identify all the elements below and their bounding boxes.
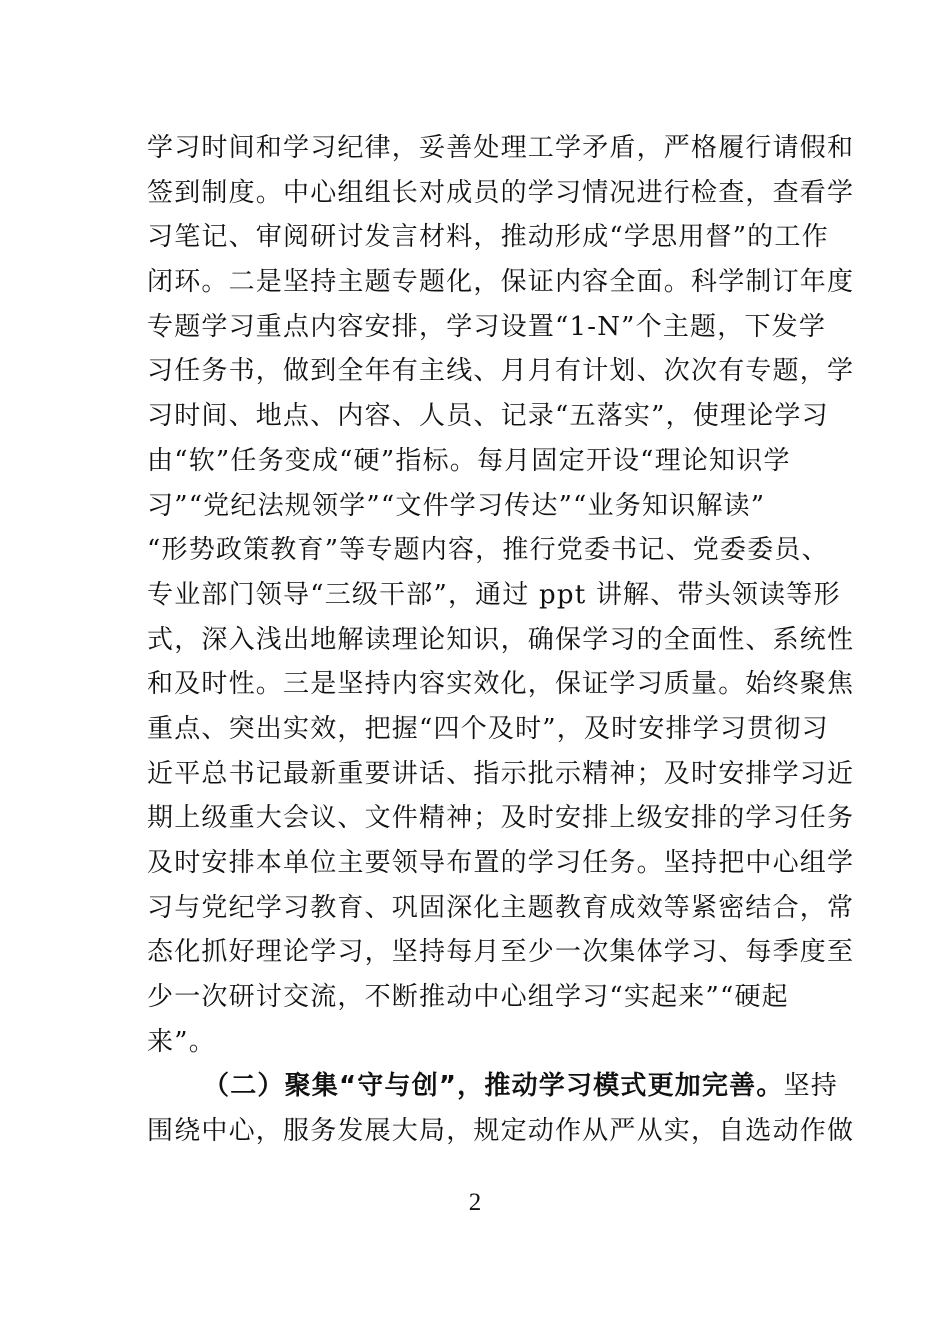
text-line: 习”“党纪法规领学”“文件学习传达”“业务知识解读” (147, 490, 766, 521)
text-line: 近平总书记最新重要讲话、指示批示精神；及时安排学习近 (147, 758, 855, 789)
text-line: 和及时性。三是坚持内容实效化，保证学习质量。始终聚焦 (147, 669, 855, 700)
section-heading-line (147, 1064, 838, 1109)
page-number: 2 (468, 1189, 482, 1216)
text-line: 式，深入浅出地解读理论知识，确保学习的全面性、系统性 (147, 624, 855, 655)
text-line: 闭环。二是坚持主题专题化，保证内容全面。科学制订年度 (147, 267, 855, 298)
text-line: “形势政策教育”等专题内容，推行党委书记、党委委员、 (147, 535, 829, 566)
text-line: 签到制度。中心组组长对成员的学习情况进行检查，查看学 (147, 177, 855, 208)
text-line: 专业部门领导“三级干部”，通过 ppt 讲解、带头领读等形 (147, 579, 841, 610)
text-line: 习笔记、审阅研讨发言材料，推动形成“学思用督”的工作 (147, 222, 829, 253)
text-line: 来”。 (147, 1026, 216, 1057)
text-line: 习任务书，做到全年有主线、月月有计划、次次有专题，学 (147, 356, 855, 387)
text-line: 学习时间和学习纪律，妥善处理工学矛盾，严格履行请假和 (147, 133, 855, 163)
body-text (147, 126, 855, 1154)
text-line: 习时间、地点、内容、人员、记录“五落实”，使理论学习 (147, 401, 829, 432)
text-line: 习与党纪学习教育、巩固深化主题教育成效等紧密结合，常 (147, 892, 855, 923)
text-line: 及时安排本单位主要领导布置的学习任务。坚持把中心组学 (147, 848, 855, 878)
text-line: 围绕中心，服务发展大局，规定动作从严从实，自选动作做 (147, 1116, 855, 1147)
text-line: 重点、突出实效，把握“四个及时”，及时安排学习贯彻习 (147, 713, 829, 744)
text-line: 期上级重大会议、文件精神；及时安排上级安排的学习任务 (147, 803, 855, 834)
section-heading: （二）聚集“守与创”，推动学习模式更加完善。 (203, 1071, 784, 1102)
text-line: 态化抓好理论学习，坚持每月至少一次集体学习、每季度至 (147, 937, 855, 968)
text-line: 由“软”任务变成“硬”指标。每月固定开设“理论知识学 (147, 445, 791, 476)
text-line: 专题学习重点内容安排，学习设置“1-N”个主题，下发学 (147, 311, 827, 342)
section-text: 坚持 (783, 1071, 838, 1102)
text-line: 少一次研讨交流，不断推动中心组学习“实起来”“硬起 (147, 982, 789, 1013)
